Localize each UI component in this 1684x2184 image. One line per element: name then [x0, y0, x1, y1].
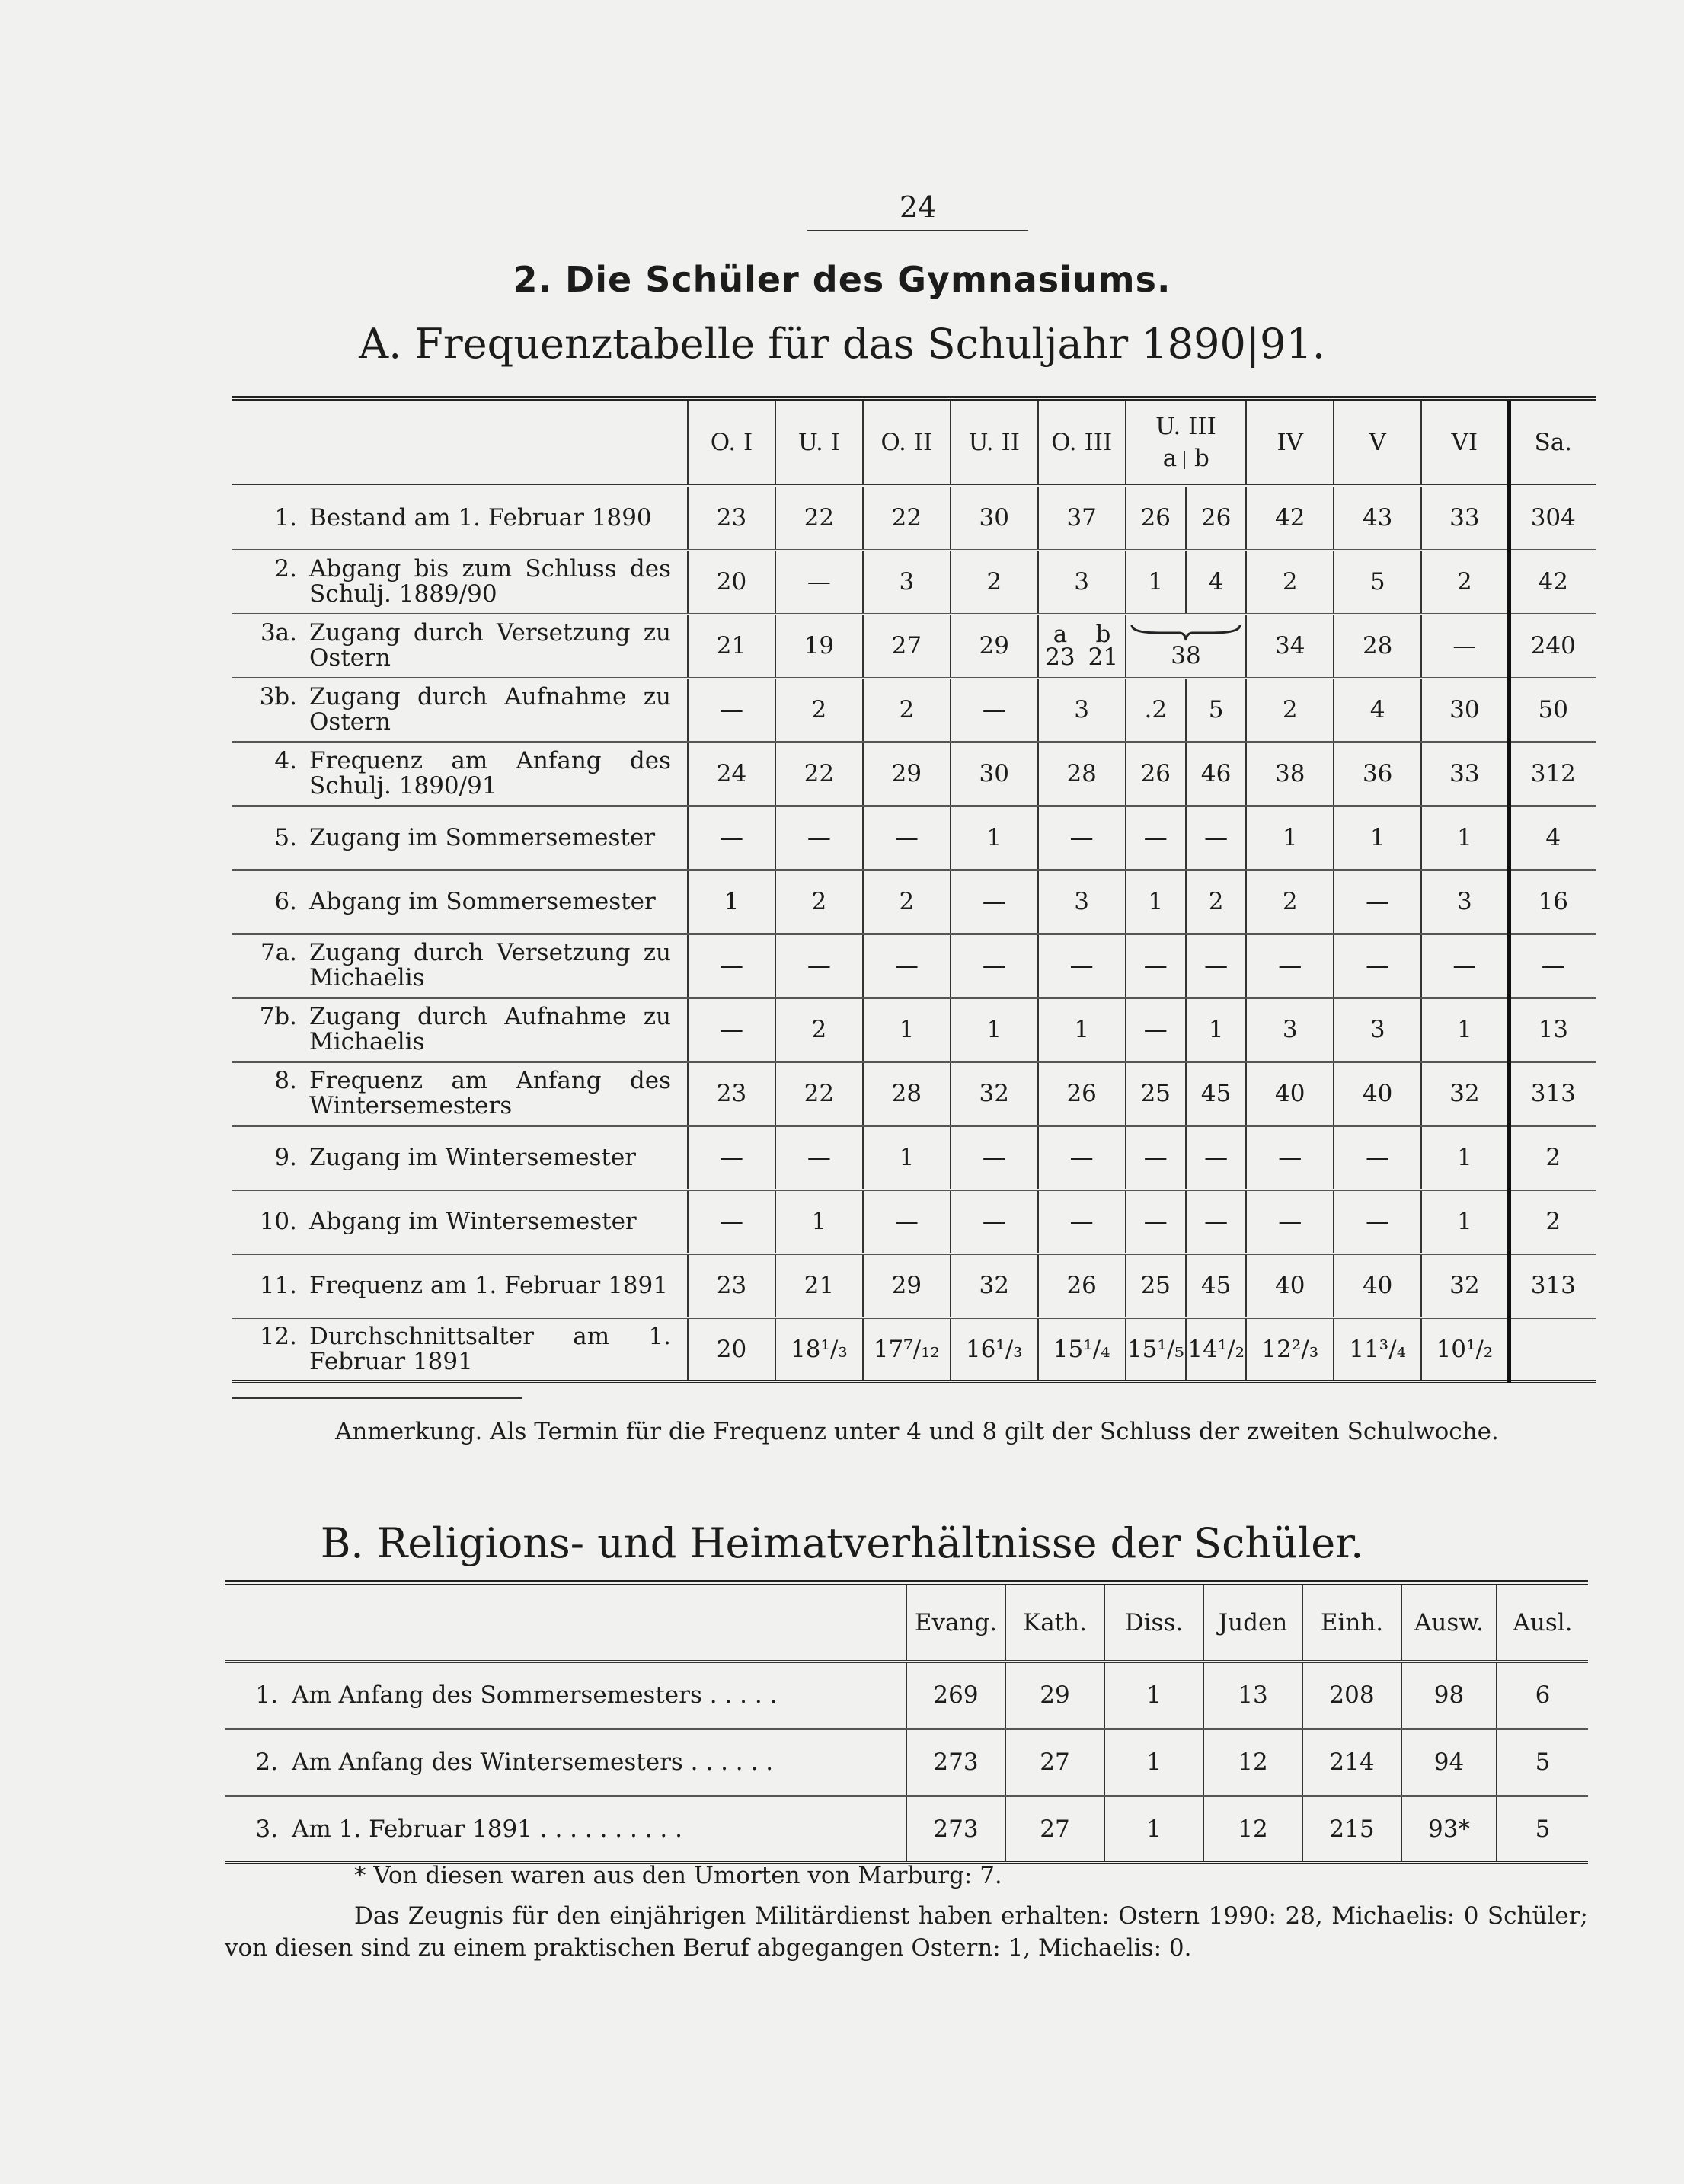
- data-cell: 98: [1401, 1662, 1497, 1729]
- data-cell: 1: [863, 1126, 951, 1189]
- row-label-cell: [232, 486, 688, 550]
- data-cell: 2: [775, 870, 863, 934]
- col-header: V: [1334, 398, 1421, 486]
- frequency-row: [232, 742, 1596, 806]
- data-cell: 1: [1421, 806, 1509, 870]
- col-header: O. I: [688, 398, 775, 486]
- data-cell: 215: [1302, 1796, 1401, 1863]
- data-cell: 16: [1509, 870, 1596, 934]
- data-cell: —: [1246, 1189, 1334, 1253]
- frequency-row: [232, 934, 1596, 998]
- data-cell: 208: [1302, 1662, 1401, 1729]
- data-cell: 37: [1038, 486, 1126, 550]
- row-label: Abgang bis zum Schluss des Schulj. 1889/90: [309, 555, 671, 608]
- data-cell: —: [688, 934, 775, 998]
- row-label-cell: [232, 1126, 688, 1189]
- row-number: 7b.: [259, 1003, 297, 1030]
- data-cell: 10¹/₂: [1421, 1317, 1509, 1381]
- data-cell: 2: [1246, 870, 1334, 934]
- row-label: Zugang durch Aufnahme zu Michaelis: [309, 1003, 671, 1055]
- data-cell: 32: [951, 1253, 1038, 1317]
- frequency-row: [232, 806, 1596, 870]
- data-cell: 3: [863, 550, 951, 614]
- religion-table: [225, 1580, 1588, 1864]
- row-label-cell: [232, 806, 688, 870]
- row-number: 7a.: [260, 939, 297, 966]
- data-cell: 20: [688, 1317, 775, 1381]
- uiii-merged-cell: [1126, 614, 1247, 678]
- data-cell: —: [1186, 934, 1246, 998]
- data-cell: 18¹/₃: [775, 1317, 863, 1381]
- data-cell: 1: [1421, 1126, 1509, 1189]
- data-cell: 214: [1302, 1729, 1401, 1796]
- row-number: 9.: [274, 1143, 297, 1171]
- data-cell: 33: [1421, 742, 1509, 806]
- data-cell: —: [1421, 934, 1509, 998]
- data-cell: 273: [906, 1729, 1005, 1796]
- data-cell: 269: [906, 1662, 1005, 1729]
- row-label: Zugang durch Aufnahme zu Ostern: [309, 683, 671, 736]
- row-label: Am Anfang des Wintersemesters . . . . . .: [292, 1748, 774, 1776]
- certificate-line-2: von diesen sind zu einem praktischen Beruf abgegangen Ostern: 1, Michaelis: 0.: [225, 1934, 1192, 1962]
- oiii-split-cell: [1038, 614, 1126, 678]
- data-cell: 23: [688, 1062, 775, 1126]
- data-cell: —: [1186, 1126, 1246, 1189]
- data-cell: —: [1126, 1126, 1186, 1189]
- data-cell: 25: [1126, 1253, 1186, 1317]
- data-cell: 28: [1038, 742, 1126, 806]
- data-cell: 27: [1005, 1729, 1104, 1796]
- data-cell: 1: [688, 870, 775, 934]
- data-cell: —: [775, 550, 863, 614]
- data-cell: 23: [688, 486, 775, 550]
- col-header: U. I: [775, 398, 863, 486]
- data-cell: —: [951, 1189, 1038, 1253]
- data-cell: 2: [1421, 550, 1509, 614]
- data-cell: —: [1126, 998, 1186, 1062]
- data-cell: —: [863, 806, 951, 870]
- religion-row: [225, 1662, 1588, 1729]
- data-cell: 93*: [1401, 1796, 1497, 1863]
- row-label-cell: [232, 1317, 688, 1381]
- data-cell: 2: [951, 550, 1038, 614]
- brace-icon: [1129, 622, 1243, 642]
- row-number: 2.: [274, 555, 297, 583]
- data-cell: 46: [1186, 742, 1246, 806]
- data-cell: 45: [1186, 1253, 1246, 1317]
- data-cell: —: [1334, 934, 1421, 998]
- row-label: Abgang im Sommersemester: [309, 887, 656, 915]
- frequency-row: [232, 550, 1596, 614]
- row-number: 8.: [274, 1067, 297, 1094]
- frequency-row: [232, 1189, 1596, 1253]
- certificate-paragraph: [225, 1900, 1588, 1964]
- data-cell: 28: [863, 1062, 951, 1126]
- row-number: 5.: [274, 823, 297, 851]
- data-cell: 5: [1497, 1729, 1588, 1796]
- data-cell: 273: [906, 1796, 1005, 1863]
- data-cell: 22: [775, 1062, 863, 1126]
- row-label-cell: [232, 870, 688, 934]
- col-header: U. II: [951, 398, 1038, 486]
- data-cell: —: [1246, 1126, 1334, 1189]
- data-cell: 1: [1126, 550, 1186, 614]
- row-label: Zugang im Wintersemester: [309, 1143, 637, 1171]
- data-cell: —: [775, 934, 863, 998]
- col-header: Juden: [1203, 1583, 1302, 1662]
- data-cell: 32: [1421, 1062, 1509, 1126]
- row-number: 3.: [255, 1815, 278, 1843]
- page-number: 24: [899, 190, 937, 224]
- data-cell: 22: [775, 742, 863, 806]
- row-number: 3b.: [259, 683, 297, 710]
- data-cell: 26: [1186, 486, 1246, 550]
- data-cell: 2: [863, 678, 951, 742]
- row-label-cell: [232, 550, 688, 614]
- data-cell: 27: [1005, 1796, 1104, 1863]
- data-cell: 13: [1509, 998, 1596, 1062]
- data-cell: 26: [1038, 1253, 1126, 1317]
- data-cell: 30: [951, 742, 1038, 806]
- data-cell: —: [1126, 806, 1186, 870]
- data-cell: 2: [1186, 870, 1246, 934]
- data-cell: 26: [1126, 742, 1186, 806]
- data-cell: 42: [1509, 550, 1596, 614]
- row-label: Zugang durch Versetzung zu Ostern: [309, 619, 671, 672]
- data-cell: 4: [1509, 806, 1596, 870]
- data-cell: 40: [1246, 1062, 1334, 1126]
- row-label: Bestand am 1. Februar 1890: [309, 503, 652, 532]
- data-cell: 40: [1334, 1253, 1421, 1317]
- row-label-cell: [232, 934, 688, 998]
- data-cell: 26: [1126, 486, 1186, 550]
- row-label-cell: [232, 742, 688, 806]
- row-label: Abgang im Wintersemester: [309, 1207, 637, 1235]
- data-cell: 1: [1421, 1189, 1509, 1253]
- data-cell: 3: [1421, 870, 1509, 934]
- data-cell: —: [1126, 934, 1186, 998]
- data-cell: 1: [951, 998, 1038, 1062]
- col-header: Ausw.: [1401, 1583, 1497, 1662]
- uiii-merged-value: 38: [1171, 642, 1201, 669]
- footnote: * Von diesen waren aus den Umorten von Marburg: 7.: [354, 1862, 1002, 1889]
- certificate-line-1: Das Zeugnis für den einjährigen Militärdienst haben erhalten: Ostern 1990: 28, Michaelis: 0 Schüler;: [354, 1902, 1588, 1930]
- col-header: Ausl.: [1497, 1583, 1588, 1662]
- page-number-rule: [807, 230, 1028, 231]
- data-cell: —: [1334, 870, 1421, 934]
- data-cell: 2: [775, 678, 863, 742]
- data-cell: 29: [863, 742, 951, 806]
- data-cell: 38: [1246, 742, 1334, 806]
- row-label-cell: [232, 1062, 688, 1126]
- row-number: 6.: [274, 887, 297, 915]
- data-cell: 43: [1334, 486, 1421, 550]
- data-cell: 29: [951, 614, 1038, 678]
- data-cell: 26: [1038, 1062, 1126, 1126]
- religion-row: [225, 1796, 1588, 1863]
- data-cell: 28: [1334, 614, 1421, 678]
- data-cell: 1: [1246, 806, 1334, 870]
- frequency-header-row: [232, 398, 1596, 486]
- data-cell: 23: [688, 1253, 775, 1317]
- data-cell: 12²/₃: [1246, 1317, 1334, 1381]
- data-cell: 24: [688, 742, 775, 806]
- data-cell: 2: [1246, 678, 1334, 742]
- data-cell: 2: [1246, 550, 1334, 614]
- data-cell: —: [1038, 934, 1126, 998]
- data-cell: 313: [1509, 1062, 1596, 1126]
- data-cell: —: [1334, 1126, 1421, 1189]
- annotation-note: Anmerkung. Als Termin für die Frequenz unter 4 und 8 gilt der Schluss der zweiten Schulwoche.: [335, 1418, 1499, 1445]
- data-cell: 1: [1334, 806, 1421, 870]
- religion-table-title: B. Religions- und Heimatverhältnisse der Schüler.: [320, 1519, 1364, 1567]
- row-number: 11.: [259, 1271, 297, 1299]
- col-header: Einh.: [1302, 1583, 1401, 1662]
- data-cell: 25: [1126, 1062, 1186, 1126]
- data-cell: 42: [1246, 486, 1334, 550]
- oiii-a-value: 23: [1045, 643, 1075, 671]
- data-cell: —: [863, 934, 951, 998]
- data-cell: 45: [1186, 1062, 1246, 1126]
- row-label-cell: [232, 678, 688, 742]
- col-header: IV: [1246, 398, 1334, 486]
- frequency-row: [232, 1317, 1596, 1381]
- oiii-a-label: a: [1053, 621, 1068, 648]
- data-cell: 1: [1126, 870, 1186, 934]
- uiii-a: a: [1162, 445, 1178, 472]
- frequency-row: [232, 614, 1596, 678]
- frequency-row: [232, 1253, 1596, 1317]
- frequency-row: [232, 870, 1596, 934]
- data-cell: 15¹/₅: [1126, 1317, 1186, 1381]
- col-header: Kath.: [1005, 1583, 1104, 1662]
- data-cell: 40: [1246, 1253, 1334, 1317]
- data-cell: 30: [951, 486, 1038, 550]
- data-cell: 1: [1104, 1796, 1203, 1863]
- data-cell: 2: [863, 870, 951, 934]
- data-cell: 11³/₄: [1334, 1317, 1421, 1381]
- oiii-b-value: 21: [1088, 643, 1119, 671]
- data-cell: —: [1038, 806, 1126, 870]
- data-cell: 1: [1104, 1662, 1203, 1729]
- data-cell: 36: [1334, 742, 1421, 806]
- data-cell: 19: [775, 614, 863, 678]
- data-cell: 13: [1203, 1662, 1302, 1729]
- data-cell: —: [951, 870, 1038, 934]
- data-cell: —: [688, 678, 775, 742]
- row-label: Zugang im Sommersemester: [309, 823, 656, 851]
- data-cell: 15¹/₄: [1038, 1317, 1126, 1381]
- data-cell: 6: [1497, 1662, 1588, 1729]
- religion-header-row: [225, 1583, 1588, 1662]
- data-cell: 22: [775, 486, 863, 550]
- data-cell: —: [863, 1189, 951, 1253]
- row-label-cell: [225, 1662, 906, 1729]
- note-rule: [232, 1397, 522, 1399]
- col-header: Diss.: [1104, 1583, 1203, 1662]
- section-title: 2. Die Schüler des Gymnasiums.: [513, 259, 1171, 300]
- data-cell: —: [951, 934, 1038, 998]
- data-cell: 304: [1509, 486, 1596, 550]
- data-cell: 27: [863, 614, 951, 678]
- data-cell: —: [1509, 934, 1596, 998]
- data-cell: 1: [1186, 998, 1246, 1062]
- data-cell: 1: [775, 1189, 863, 1253]
- data-cell: —: [1186, 806, 1246, 870]
- row-label: Am 1. Februar 1891 . . . . . . . . . .: [292, 1815, 682, 1843]
- frequency-row: [232, 678, 1596, 742]
- data-cell: 1: [1421, 998, 1509, 1062]
- row-label: Durchschnittsalter am 1. Februar 1891: [309, 1322, 671, 1375]
- data-cell: 3: [1038, 678, 1126, 742]
- row-label: Frequenz am 1. Februar 1891: [309, 1271, 668, 1299]
- col-header: Evang.: [906, 1583, 1005, 1662]
- data-cell: 32: [951, 1062, 1038, 1126]
- data-cell: 32: [1421, 1253, 1509, 1317]
- data-cell: —: [1186, 1189, 1246, 1253]
- data-cell: 29: [1005, 1662, 1104, 1729]
- row-number: 1.: [255, 1681, 278, 1710]
- data-cell: 14¹/₂: [1186, 1317, 1246, 1381]
- row-label-cell: [232, 998, 688, 1062]
- col-header-uiii: [1126, 398, 1247, 486]
- col-header: O. III: [1038, 398, 1126, 486]
- data-cell: 21: [775, 1253, 863, 1317]
- data-cell: 16¹/₃: [951, 1317, 1038, 1381]
- frequency-table: [232, 396, 1596, 1383]
- row-label-cell: [232, 614, 688, 678]
- data-cell: —: [688, 1189, 775, 1253]
- data-cell: 17⁷/₁₂: [863, 1317, 951, 1381]
- data-cell: —: [1421, 614, 1509, 678]
- data-cell: 1: [863, 998, 951, 1062]
- data-cell: 3: [1038, 550, 1126, 614]
- row-label: Frequenz am Anfang des Schulj. 1890/91: [309, 747, 671, 800]
- frequency-row: [232, 998, 1596, 1062]
- data-cell: —: [1038, 1189, 1126, 1253]
- frequency-row: [232, 1126, 1596, 1189]
- data-cell: —: [775, 806, 863, 870]
- row-number: 3a.: [260, 619, 297, 647]
- data-cell: —: [1038, 1126, 1126, 1189]
- row-label-cell: [232, 1189, 688, 1253]
- data-cell: 240: [1509, 614, 1596, 678]
- row-number: 12.: [259, 1322, 297, 1350]
- data-cell: 50: [1509, 678, 1596, 742]
- data-cell: 1: [1104, 1729, 1203, 1796]
- col-header: O. II: [863, 398, 951, 486]
- data-cell: 12: [1203, 1796, 1302, 1863]
- data-cell: 40: [1334, 1062, 1421, 1126]
- frequency-row: [232, 1062, 1596, 1126]
- data-cell: —: [1334, 1189, 1421, 1253]
- data-cell: 4: [1186, 550, 1246, 614]
- data-cell: [1509, 1317, 1596, 1381]
- data-cell: 1: [1038, 998, 1126, 1062]
- frequency-row: [232, 486, 1596, 550]
- data-cell: 29: [863, 1253, 951, 1317]
- frequency-table-title: A. Frequenztabelle für das Schuljahr 1890|91.: [359, 320, 1325, 368]
- data-cell: 313: [1509, 1253, 1596, 1317]
- data-cell: 3: [1334, 998, 1421, 1062]
- row-label: Zugang durch Versetzung zu Michaelis: [309, 939, 671, 991]
- data-cell: .2: [1126, 678, 1186, 742]
- data-cell: 22: [863, 486, 951, 550]
- oiii-b-label: b: [1095, 621, 1111, 648]
- col-header: VI: [1421, 398, 1509, 486]
- data-cell: 5: [1186, 678, 1246, 742]
- data-cell: 4: [1334, 678, 1421, 742]
- data-cell: —: [688, 998, 775, 1062]
- data-cell: 3: [1038, 870, 1126, 934]
- row-number: 2.: [255, 1748, 278, 1776]
- data-cell: —: [951, 678, 1038, 742]
- data-cell: 1: [951, 806, 1038, 870]
- row-label: Frequenz am Anfang des Wintersemesters: [309, 1067, 671, 1119]
- data-cell: —: [1126, 1189, 1186, 1253]
- data-cell: 2: [775, 998, 863, 1062]
- row-number: 4.: [274, 747, 297, 774]
- data-cell: 5: [1497, 1796, 1588, 1863]
- row-label: Am Anfang des Sommersemesters . . . . .: [292, 1681, 778, 1710]
- header-blank: [225, 1583, 906, 1662]
- data-cell: 12: [1203, 1729, 1302, 1796]
- row-label-cell: [225, 1729, 906, 1796]
- row-label-cell: [225, 1796, 906, 1863]
- data-cell: —: [688, 806, 775, 870]
- data-cell: 2: [1509, 1189, 1596, 1253]
- row-number: 10.: [259, 1207, 297, 1235]
- data-cell: 34: [1246, 614, 1334, 678]
- data-cell: 20: [688, 550, 775, 614]
- data-cell: 94: [1401, 1729, 1497, 1796]
- data-cell: 21: [688, 614, 775, 678]
- header-blank: [232, 398, 688, 486]
- data-cell: —: [688, 1126, 775, 1189]
- data-cell: —: [1246, 934, 1334, 998]
- row-label-cell: [232, 1253, 688, 1317]
- data-cell: 30: [1421, 678, 1509, 742]
- data-cell: —: [775, 1126, 863, 1189]
- data-cell: —: [951, 1126, 1038, 1189]
- data-cell: 2: [1509, 1126, 1596, 1189]
- uiii-label: U. III: [1155, 413, 1216, 440]
- data-cell: 3: [1246, 998, 1334, 1062]
- religion-row: [225, 1729, 1588, 1796]
- data-cell: 312: [1509, 742, 1596, 806]
- data-cell: 5: [1334, 550, 1421, 614]
- col-header: Sa.: [1509, 398, 1596, 486]
- uiii-b: b: [1194, 445, 1209, 472]
- data-cell: 33: [1421, 486, 1509, 550]
- row-number: 1.: [274, 503, 297, 532]
